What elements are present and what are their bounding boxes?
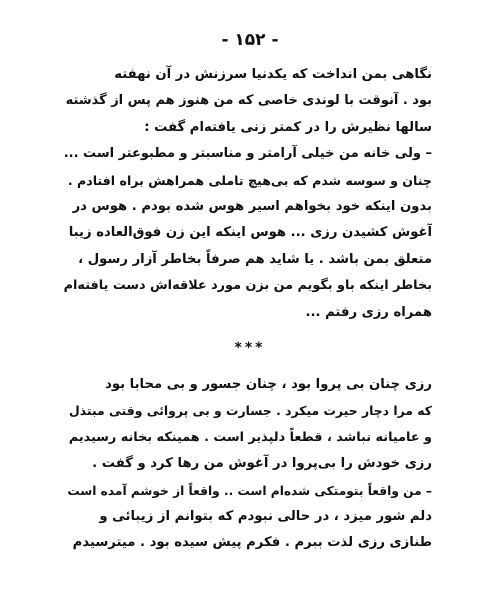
paragraph-2	[64, 372, 432, 557]
text-line: چنان و سوسه شدم که بی‌هیچ تاملی همراهش براه افتادم .	[67, 172, 432, 188]
text-line: دلم شور میزد ، در حالی نبودم که بتوانم از زیبائی و	[99, 509, 432, 525]
text-line: بود . آنوقت با لوندی خاصی که من هنوز هم پس از گذشته	[65, 93, 432, 109]
text-line: و عامیانه نباشد ، قطعاً دلپذیر است . همینکه بخانه رسیدیم	[68, 429, 432, 445]
text-line: که مرا دچار حیرت میکرد . جسارت و بی پروائی وقتی مبتذل	[69, 403, 432, 419]
text-line: رزی چنان بی پروا بود ، چنان جسور و بی محابا بود	[105, 377, 432, 392]
text-line: سالها نظیرش را در کمتر زنی یافته‌ام گفت :	[144, 119, 432, 135]
text-line: – ولی خانه من خیلی آرامتر و مناسبتر و مطبوعتر است ...	[64, 146, 432, 162]
text-line: طنازی رزی لذت ببرم . فکرم پیش سیده بود . میترسیدم	[72, 535, 432, 551]
text-line: آغوش کشیدن رزی ... هوس اینکه این زن فوق‌العاده زیبا	[68, 225, 432, 241]
page-number: - ۱۵۲ -	[221, 30, 279, 50]
section-divider: ***	[234, 340, 266, 356]
text-line: متعلق بمن باشد . یا شاید هم صرفاً بخاطر آزار رسول ،	[78, 251, 432, 267]
text-line: – من واقعاً بتومتکی شده‌ام است .. واقعاً از خوشم آمده است	[67, 483, 432, 498]
text-line: رزی خودش را بی‌پروا در آغوش من رها کرد و گفت .	[92, 456, 432, 472]
text-line: نگاهی بمن انداخت که یکدنیا سرزنش در آن نهفته	[114, 67, 432, 82]
text-line: بدون اینکه خود بخواهم اسیر هوس شده بودم . هوس در	[72, 199, 432, 215]
paragraph-1	[64, 62, 432, 326]
text-line: بخاطر اینکه باو بگویم من بزن مورد علاقه‌اش دست یافته‌ام	[64, 278, 432, 294]
text-line: همراه رزی رفتم ...	[305, 304, 432, 320]
